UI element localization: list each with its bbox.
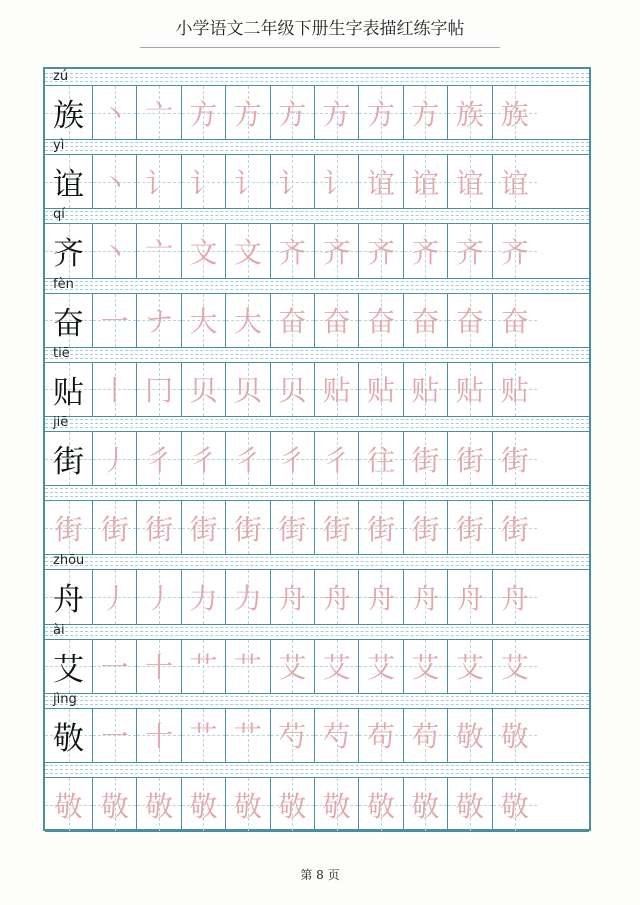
stroke-character: 力 bbox=[189, 581, 218, 615]
stroke-character: 奋 bbox=[500, 305, 529, 339]
pinyin-label: zú bbox=[53, 69, 69, 84]
tracing-cell bbox=[226, 86, 270, 139]
tracing-cell bbox=[315, 86, 359, 139]
tracing-cell bbox=[182, 570, 226, 623]
practice-row bbox=[45, 623, 589, 692]
tracing-cell bbox=[93, 709, 137, 762]
stroke-character: 贴 bbox=[367, 374, 396, 408]
stroke-character: 街 bbox=[455, 443, 484, 477]
stroke-character: 舟 bbox=[455, 581, 484, 615]
practice-row bbox=[45, 277, 589, 346]
stroke-character: 艹 bbox=[189, 720, 218, 754]
stroke-character: 谊 bbox=[411, 166, 440, 200]
tracing-cell bbox=[271, 432, 315, 485]
tracing-cell bbox=[404, 501, 448, 554]
stroke-character: 贝 bbox=[233, 374, 262, 408]
tracing-cell bbox=[315, 640, 359, 693]
tracing-cell bbox=[182, 709, 226, 762]
tracing-cell bbox=[359, 778, 403, 831]
tracing-cell bbox=[182, 86, 226, 139]
char-cells bbox=[45, 223, 589, 278]
tracing-cell bbox=[271, 640, 315, 693]
tracing-cell bbox=[226, 570, 270, 623]
stroke-character: 冂 bbox=[145, 374, 174, 408]
tracing-cell bbox=[493, 224, 537, 277]
stroke-character: 敬 bbox=[278, 789, 307, 823]
tracing-cell bbox=[182, 224, 226, 277]
tracing-cell bbox=[493, 363, 537, 416]
stroke-character: 彳 bbox=[233, 443, 262, 477]
tracing-cell bbox=[137, 155, 181, 208]
tracing-cell bbox=[448, 224, 492, 277]
tracing-cell bbox=[359, 640, 403, 693]
stroke-character: 敬 bbox=[411, 789, 440, 823]
tracing-cell bbox=[45, 224, 93, 277]
stroke-character: 敬 bbox=[455, 720, 484, 754]
tracing-cell bbox=[404, 432, 448, 485]
tracing-cell bbox=[93, 224, 137, 277]
stroke-character: 艹 bbox=[233, 720, 262, 754]
tracing-cell bbox=[448, 294, 492, 347]
tracing-cell bbox=[448, 432, 492, 485]
tracing-cell bbox=[271, 778, 315, 831]
tracing-cell bbox=[271, 709, 315, 762]
char-cells bbox=[45, 154, 589, 209]
stroke-character: 方 bbox=[189, 97, 218, 131]
char-cells bbox=[45, 431, 589, 486]
stroke-character: 丨 bbox=[100, 374, 129, 408]
stroke-character: 十 bbox=[145, 651, 174, 685]
tracing-cell bbox=[404, 86, 448, 139]
stroke-character: 敬 bbox=[500, 789, 529, 823]
tracing-cell bbox=[315, 363, 359, 416]
tracing-cell bbox=[359, 224, 403, 277]
tracing-cell bbox=[93, 501, 137, 554]
stroke-character: 舟 bbox=[500, 581, 529, 615]
pinyin-band bbox=[45, 277, 589, 293]
stroke-character: 街 bbox=[500, 512, 529, 546]
tracing-cell bbox=[359, 570, 403, 623]
stroke-character: 丿 bbox=[145, 581, 174, 615]
tracing-cell bbox=[448, 86, 492, 139]
stroke-character: 十 bbox=[145, 720, 174, 754]
tracing-cell bbox=[493, 86, 537, 139]
tracing-cell bbox=[315, 570, 359, 623]
tracing-cell bbox=[182, 155, 226, 208]
stroke-character: 敬 bbox=[367, 789, 396, 823]
stroke-character: 街 bbox=[500, 443, 529, 477]
tracing-cell bbox=[493, 432, 537, 485]
stroke-character: 丶 bbox=[100, 166, 129, 200]
tracing-cell bbox=[493, 709, 537, 762]
stroke-character: 彳 bbox=[278, 443, 307, 477]
tracing-cell bbox=[404, 709, 448, 762]
pinyin-band bbox=[45, 69, 589, 85]
stroke-character: 舟 bbox=[278, 581, 307, 615]
stroke-character: 街 bbox=[278, 512, 307, 546]
tracing-cell bbox=[404, 224, 448, 277]
stroke-character: 族 bbox=[500, 97, 529, 131]
tracing-cell bbox=[226, 363, 270, 416]
stroke-character: 方 bbox=[322, 97, 351, 131]
stroke-character: 大 bbox=[189, 305, 218, 339]
stroke-character: 讠 bbox=[145, 166, 174, 200]
tracing-cell bbox=[182, 363, 226, 416]
tracing-cell bbox=[493, 778, 537, 831]
stroke-character: 舟 bbox=[322, 581, 351, 615]
tracing-cell bbox=[137, 86, 181, 139]
page-title: 小学语文二年级下册生字表描红练字帖 bbox=[175, 19, 465, 39]
model-character: 贴 bbox=[53, 374, 84, 411]
tracing-cell bbox=[271, 294, 315, 347]
tracing-cell bbox=[271, 155, 315, 208]
stroke-character: 舟 bbox=[367, 581, 396, 615]
title-underline bbox=[140, 47, 500, 48]
tracing-cell bbox=[271, 86, 315, 139]
stroke-character: 贴 bbox=[455, 374, 484, 408]
tracing-cell bbox=[93, 363, 137, 416]
tracing-cell bbox=[315, 432, 359, 485]
stroke-character: 苟 bbox=[367, 720, 396, 754]
tracing-cell bbox=[271, 224, 315, 277]
pinyin-band bbox=[45, 415, 589, 431]
stroke-character: 贴 bbox=[322, 374, 351, 408]
pinyin-band bbox=[45, 346, 589, 362]
practice-row bbox=[45, 761, 589, 830]
stroke-character: 丶 bbox=[100, 235, 129, 269]
tracing-cell bbox=[45, 570, 93, 623]
tracing-cell bbox=[493, 640, 537, 693]
model-character: 街 bbox=[53, 444, 84, 481]
stroke-character: 贴 bbox=[411, 374, 440, 408]
model-character: 谊 bbox=[53, 167, 84, 204]
tracing-cell bbox=[137, 224, 181, 277]
stroke-character: 街 bbox=[367, 512, 396, 546]
stroke-character: 文 bbox=[189, 235, 218, 269]
stroke-character: 贝 bbox=[189, 374, 218, 408]
tracing-cell bbox=[182, 778, 226, 831]
tracing-cell bbox=[404, 155, 448, 208]
stroke-character: 往 bbox=[367, 443, 396, 477]
stroke-character: 齐 bbox=[455, 235, 484, 269]
stroke-character: 讠 bbox=[278, 166, 307, 200]
model-character: 艾 bbox=[53, 651, 84, 688]
tracing-cell bbox=[137, 778, 181, 831]
tracing-cell bbox=[226, 432, 270, 485]
model-character: 敬 bbox=[53, 720, 84, 757]
tracing-cell bbox=[448, 155, 492, 208]
practice-row bbox=[45, 69, 589, 138]
pinyin-label: qí bbox=[53, 207, 65, 223]
tracing-cell bbox=[226, 501, 270, 554]
tracing-cell bbox=[137, 432, 181, 485]
stroke-character: 齐 bbox=[367, 235, 396, 269]
stroke-character: 方 bbox=[233, 97, 262, 131]
stroke-character: 大 bbox=[233, 305, 262, 339]
char-cells bbox=[45, 639, 589, 694]
stroke-character: 街 bbox=[233, 512, 262, 546]
stroke-character: 奋 bbox=[322, 305, 351, 339]
stroke-character: 敬 bbox=[145, 789, 174, 823]
tracing-cell bbox=[359, 501, 403, 554]
tracing-cell bbox=[182, 294, 226, 347]
model-character: 舟 bbox=[53, 582, 84, 619]
tracing-cell bbox=[359, 363, 403, 416]
stroke-character: 奋 bbox=[455, 305, 484, 339]
tracing-cell bbox=[271, 501, 315, 554]
tracing-cell bbox=[182, 432, 226, 485]
char-cells bbox=[45, 293, 589, 348]
char-cells bbox=[45, 777, 589, 832]
tracing-cell bbox=[182, 501, 226, 554]
tracing-cell bbox=[359, 709, 403, 762]
tracing-cell bbox=[137, 363, 181, 416]
pinyin-band bbox=[45, 207, 589, 223]
stroke-character: 力 bbox=[233, 581, 262, 615]
stroke-character: 奋 bbox=[411, 305, 440, 339]
stroke-character: 亠 bbox=[145, 235, 174, 269]
pinyin-band bbox=[45, 761, 589, 777]
pinyin-label: jiē bbox=[53, 415, 69, 430]
tracing-cell bbox=[93, 294, 137, 347]
tracing-cell bbox=[271, 570, 315, 623]
tracing-cell bbox=[45, 778, 93, 831]
stroke-character: 丶 bbox=[100, 97, 129, 131]
tracing-cell bbox=[93, 432, 137, 485]
tracing-cell bbox=[45, 363, 93, 416]
stroke-character: 敬 bbox=[500, 720, 529, 754]
pinyin-label: fèn bbox=[53, 276, 74, 292]
model-character: 齐 bbox=[53, 236, 84, 273]
model-character: 族 bbox=[53, 98, 84, 135]
pinyin-label: tiē bbox=[53, 345, 70, 361]
stroke-character: 族 bbox=[455, 97, 484, 131]
tracing-cell bbox=[45, 86, 93, 139]
stroke-character: 艾 bbox=[455, 651, 484, 685]
tracing-cell bbox=[359, 86, 403, 139]
stroke-character: 街 bbox=[455, 512, 484, 546]
stroke-character: 贝 bbox=[278, 374, 307, 408]
stroke-character: 敬 bbox=[54, 789, 83, 823]
stroke-character: 彳 bbox=[189, 443, 218, 477]
stroke-character: 奋 bbox=[367, 305, 396, 339]
tracing-cell bbox=[315, 709, 359, 762]
page-number: 第 8 页 bbox=[300, 868, 340, 882]
char-cells bbox=[45, 500, 589, 555]
stroke-character: 艾 bbox=[322, 651, 351, 685]
tracing-cell bbox=[315, 294, 359, 347]
stroke-character: 奋 bbox=[278, 305, 307, 339]
stroke-character: 谊 bbox=[500, 166, 529, 200]
stroke-character: 敬 bbox=[455, 789, 484, 823]
stroke-character: 艾 bbox=[367, 651, 396, 685]
stroke-character: 亠 bbox=[145, 97, 174, 131]
tracing-cell bbox=[404, 363, 448, 416]
stroke-character: 艹 bbox=[233, 651, 262, 685]
tracing-cell bbox=[448, 570, 492, 623]
stroke-character: 敬 bbox=[322, 789, 351, 823]
tracing-cell bbox=[45, 501, 93, 554]
tracing-cell bbox=[137, 709, 181, 762]
stroke-character: 舟 bbox=[411, 581, 440, 615]
stroke-character: 丿 bbox=[100, 443, 129, 477]
stroke-character: 文 bbox=[233, 235, 262, 269]
stroke-character: 街 bbox=[100, 512, 129, 546]
stroke-character: 街 bbox=[411, 512, 440, 546]
stroke-character: 讠 bbox=[322, 166, 351, 200]
pinyin-band bbox=[45, 484, 589, 500]
tracing-cell bbox=[93, 778, 137, 831]
practice-row bbox=[45, 415, 589, 484]
tracing-cell bbox=[226, 709, 270, 762]
stroke-character: 敬 bbox=[100, 789, 129, 823]
stroke-character: 彳 bbox=[322, 443, 351, 477]
tracing-cell bbox=[226, 155, 270, 208]
practice-sheet bbox=[43, 67, 591, 831]
tracing-cell bbox=[93, 155, 137, 208]
pinyin-label: ài bbox=[53, 622, 65, 638]
pinyin-label: zhōu bbox=[53, 553, 85, 569]
tracing-cell bbox=[404, 294, 448, 347]
stroke-character: 芍 bbox=[322, 720, 351, 754]
tracing-cell bbox=[93, 86, 137, 139]
char-cells bbox=[45, 569, 589, 624]
stroke-character: 敬 bbox=[189, 789, 218, 823]
tracing-cell bbox=[137, 501, 181, 554]
tracing-cell bbox=[93, 570, 137, 623]
stroke-character: 街 bbox=[322, 512, 351, 546]
tracing-cell bbox=[45, 709, 93, 762]
stroke-character: 芍 bbox=[278, 720, 307, 754]
tracing-cell bbox=[137, 640, 181, 693]
stroke-character: 街 bbox=[54, 512, 83, 546]
tracing-cell bbox=[359, 155, 403, 208]
practice-row bbox=[45, 484, 589, 553]
pinyin-label: jìng bbox=[53, 691, 77, 707]
tracing-cell bbox=[359, 294, 403, 347]
practice-row bbox=[45, 346, 589, 415]
tracing-cell bbox=[315, 224, 359, 277]
stroke-character: 齐 bbox=[278, 235, 307, 269]
stroke-character: ナ bbox=[145, 305, 174, 339]
stroke-character: 齐 bbox=[500, 235, 529, 269]
tracing-cell bbox=[137, 570, 181, 623]
pinyin-label: yì bbox=[53, 138, 65, 154]
tracing-cell bbox=[448, 778, 492, 831]
stroke-character: 艾 bbox=[278, 651, 307, 685]
stroke-character: 艾 bbox=[411, 651, 440, 685]
tracing-cell bbox=[226, 640, 270, 693]
stroke-character: 街 bbox=[411, 443, 440, 477]
char-cells bbox=[45, 362, 589, 417]
tracing-cell bbox=[45, 155, 93, 208]
stroke-character: 街 bbox=[145, 512, 174, 546]
stroke-character: 艹 bbox=[189, 651, 218, 685]
char-cells bbox=[45, 708, 589, 763]
tracing-cell bbox=[315, 778, 359, 831]
tracing-cell bbox=[45, 432, 93, 485]
practice-row bbox=[45, 207, 589, 276]
tracing-cell bbox=[404, 778, 448, 831]
stroke-character: 一 bbox=[100, 720, 129, 754]
tracing-cell bbox=[448, 640, 492, 693]
practice-row bbox=[45, 692, 589, 761]
stroke-character: 讠 bbox=[233, 166, 262, 200]
stroke-character: 方 bbox=[411, 97, 440, 131]
stroke-character: 谊 bbox=[367, 166, 396, 200]
stroke-character: 彳 bbox=[145, 443, 174, 477]
tracing-cell bbox=[315, 155, 359, 208]
pinyin-band bbox=[45, 138, 589, 154]
tracing-cell bbox=[45, 294, 93, 347]
tracing-cell bbox=[404, 570, 448, 623]
tracing-cell bbox=[448, 501, 492, 554]
tracing-cell bbox=[182, 640, 226, 693]
tracing-cell bbox=[493, 294, 537, 347]
tracing-cell bbox=[359, 432, 403, 485]
tracing-cell bbox=[493, 570, 537, 623]
pinyin-band bbox=[45, 553, 589, 569]
tracing-cell bbox=[315, 501, 359, 554]
stroke-character: 丿 bbox=[100, 581, 129, 615]
practice-row bbox=[45, 553, 589, 622]
tracing-cell bbox=[271, 363, 315, 416]
stroke-character: 讠 bbox=[189, 166, 218, 200]
pinyin-band bbox=[45, 692, 589, 708]
model-character: 奋 bbox=[53, 305, 84, 342]
tracing-cell bbox=[226, 778, 270, 831]
practice-row bbox=[45, 138, 589, 207]
tracing-cell bbox=[93, 640, 137, 693]
tracing-cell bbox=[493, 501, 537, 554]
stroke-character: 方 bbox=[367, 97, 396, 131]
pinyin-band bbox=[45, 623, 589, 639]
stroke-character: 方 bbox=[278, 97, 307, 131]
tracing-cell bbox=[226, 294, 270, 347]
stroke-character: 谊 bbox=[455, 166, 484, 200]
tracing-cell bbox=[448, 363, 492, 416]
stroke-character: 敬 bbox=[233, 789, 262, 823]
tracing-cell bbox=[137, 294, 181, 347]
stroke-character: 贴 bbox=[500, 374, 529, 408]
stroke-character: 齐 bbox=[411, 235, 440, 269]
stroke-character: 苟 bbox=[411, 720, 440, 754]
stroke-character: 一 bbox=[100, 651, 129, 685]
stroke-character: 齐 bbox=[322, 235, 351, 269]
tracing-cell bbox=[45, 640, 93, 693]
tracing-cell bbox=[493, 155, 537, 208]
stroke-character: 街 bbox=[189, 512, 218, 546]
stroke-character: 艾 bbox=[500, 651, 529, 685]
char-cells bbox=[45, 85, 589, 140]
stroke-character: 一 bbox=[100, 305, 129, 339]
tracing-cell bbox=[404, 640, 448, 693]
tracing-cell bbox=[448, 709, 492, 762]
tracing-cell bbox=[226, 224, 270, 277]
